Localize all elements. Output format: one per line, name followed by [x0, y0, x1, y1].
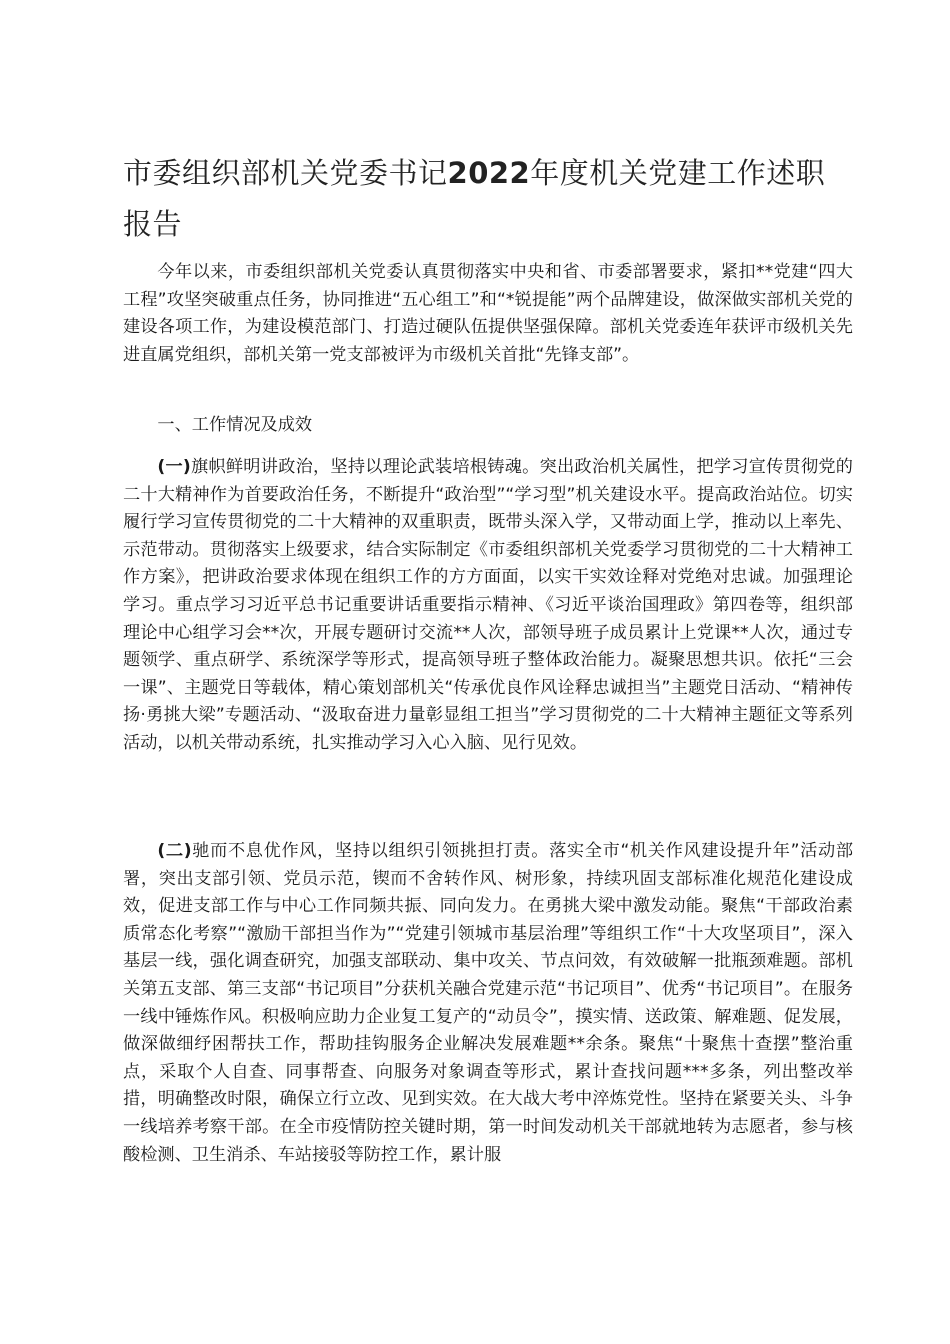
- item-1-label: (一): [157, 457, 191, 477]
- item-2-label: (二): [157, 841, 192, 861]
- item-1-text: 旗帜鲜明讲政治，坚持以理论武装培根铸魂。突出政治机关属性，把学习宣传贯彻党的二十大精神作为首要政治任务，不断提升“政治型”“学习型”机关建设水平。提高政治站位。切实履行学习宣传贯彻党的二十大精神的双重职责，既带头深入学，又带动面上学，推动以上率先、示范带动。贯彻落实上级要求，结合实际制定《市委组织部机关党委学习贯彻党的二十大精神工作方案》，把讲政治要求体现在组织工作的方方面面，以实干实效诠释对党绝对忠诚。加强理论学习。重点学习习近平总书记重要讲话重要指示精神、《习近平谈治国理政》第四卷等，组织部理论中心组学习会**次，开展专题研讨交流**人次，部领导班子成员累计上党课**人次，通过专题领学、重点研学、系统深学等形式，提高领导班子整体政治能力。凝聚思想共识。依托“三会一课”、主题党日等载体，精心策划部机关“传承优良作风诠释忠诚担当”主题党日活动、“精神传扬·勇挑大梁”专题活动、“汲取奋进力量彰显组工担当”学习贯彻党的二十大精神主题征文等系列活动，以机关带动系统，扎实推动学习入心入脑、见行见效。: [123, 457, 853, 753]
- title-year: 2022: [447, 156, 531, 190]
- item-1-paragraph: [123, 454, 853, 758]
- title-part-2: 年度机关党建工作述职报告: [123, 156, 826, 241]
- section-heading: 一、工作情况及成效: [157, 415, 313, 435]
- item-2-paragraph: [123, 838, 853, 1169]
- item-2-text: 驰而不息优作风，坚持以组织引领挑担打责。落实全市“机关作风建设提升年”活动部署，突出支部引领、党员示范，锲而不舍转作风、树形象，持续巩固支部标准化规范化建设成效，促进支部工作与中心工作同频共振、同向发力。在勇挑大梁中激发动能。聚焦“干部政治素质常态化考察”“激励干部担当作为”“党建引领城市基层治理”等组织工作“十大攻坚项目”，深入基层一线，强化调查研究，加强支部联动、集中攻关、节点问效，有效破解一批瓶颈难题。部机关第五支部、第三支部“书记项目”分获机关融合党建示范“书记项目”、优秀“书记项目”。在服务一线中锤炼作风。积极响应助力企业复工复产的“动员令”，摸实情、送政策、解难题、促发展，做深做细纾困帮扶工作，帮助挂钩服务企业解决发展难题**余条。聚焦“十聚焦十查摆”整治重点，采取个人自查、同事帮查、向服务对象调查等形式，累计查找问题***多条，列出整改举措，明确整改时限，确保立行立改、见到实效。在大战大考中淬炼党性。坚持在紧要关头、斗争一线培养考察干部。在全市疫情防控关键时期，第一时间发动机关干部就地转为志愿者，参与核酸检测、卫生消杀、车站接驳等防控工作，累计服: [123, 841, 854, 1165]
- document-title: [123, 148, 843, 250]
- title-part-1: 市委组织部机关党委书记: [123, 156, 448, 190]
- intro-paragraph: 今年以来，市委组织部机关党委认真贯彻落实中央和省、市委部署要求，紧扣**党建“四大工程”攻坚突破重点任务，协同推进“五心组工”和“*锐提能”两个品牌建设，做深做实部机关党的建设各项工作，为建设模范部门、打造过硬队伍提供坚强保障。部机关党委连年获评市级机关先进直属党组织，部机关第一党支部被评为市级机关首批“先锋支部”。: [123, 262, 853, 365]
